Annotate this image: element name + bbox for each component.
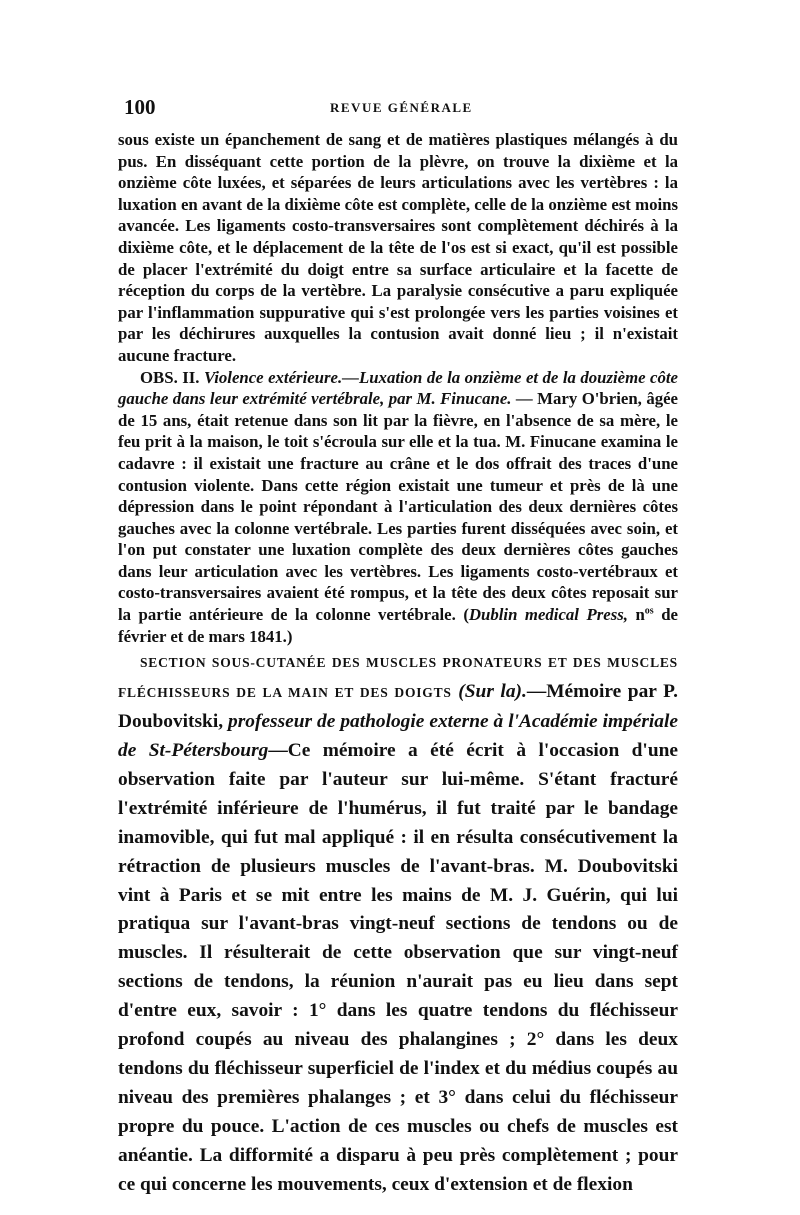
source-citation: Dublin medical Press,: [468, 605, 628, 625]
page-header: [118, 95, 678, 119]
author-role: professeur de pathologie externe à l'Académie impériale de St-Pétersbourg: [118, 711, 678, 761]
running-head: REVUE GÉNÉRALE: [330, 100, 473, 115]
observation-title: Violence extérieure.—Luxation de la onzième et de la douzième côte gauche dans leur extrémité vertébrale, par M. Finucane.: [118, 367, 678, 409]
paragraph-case-report: sous existe un épanchement de sang et de matières plastiques mélangés à du pus. En disséquant cette portion de la plèvre, on trouve la dixième et la onzième côte luxées, et séparées de leurs articulations avec les vertèbres : la luxation en avant de la dixième côte est complète, celle de la onzième est moins avancée. Les ligaments costo-transversaires sont complètement déchirés à la dixième côte, et le déplacement de la tête de l'os est si exact, qu'il est possible de placer l'extrémité du doigt entre sa surface articulaire et la facette de réception du corps de la vertèbre. La paralysie consécutive a paru expliquée par l'inflammation suppurative qui s'est prolongée vers les parties voisines et par les déchirures auxquelles la contusion avait donné lieu ; il n'existait aucune fracture.: [118, 130, 678, 365]
observation-body: — Mary O'brien, âgée de 15 ans, était retenue dans son lit par la fièvre, en l'absence de sa mère, le feu prit à la maison, le toit s'écroula sur elle et la tua. M. Finucane examina le cadavre : il existait une fracture au crâne et le dos offrait des traces d'une contusion violente. Dans cette région existait une tumeur et près de là une dépression dans le point répondant à l'articulation des deux dernières côtes gauches avec la colonne vertébrale. Les parties furent disséquées avec soin, et l'on put constater une luxation complète des deux dernières côtes gauches dans leur articulation avec les vertèbres. Les ligaments costo-vertébraux et costo-transversaires avaient été rompus, et la tête des deux côtes reposait sur la partie antérieure de la colonne vertébrale. (: [118, 389, 678, 625]
section-memoire-author: —Mémoire par P. Doubovitski,: [118, 681, 678, 733]
observation-label: OBS. II.: [140, 367, 200, 387]
section-heading: SECTION SOUS-CUTANÉE DES MUSCLES PRONATEURS ET DES MUSCLES FLÉCHISSEURS DE LA MAIN ET DES DOIGTS: [118, 655, 678, 701]
citation-date: de février et de mars 1841.): [118, 605, 678, 646]
section-paragraph: [118, 648, 678, 1199]
observation-paragraph: [118, 367, 678, 648]
page-number: 100: [124, 95, 156, 119]
numbers-abbrev-sup: os: [644, 605, 654, 617]
numbers-abbrev: n: [627, 605, 645, 625]
section-body: —Ce mémoire a été écrit à l'occasion d'une observation faite par l'auteur sur lui-même. S'étant fracturé l'extrémité inférieure de l'humérus, il fut traité par le bandage inamovible, qui fut mal appliqué : il en résulta consécutivement la rétraction de plusieurs muscles de l'avant-bras. M. Doubovitski vint à Paris et se mit entre les mains de M. J. Guérin, qui lui pratiqua sur l'avant-bras vingt-neuf sections de tendons ou de muscles. Il résulterait de cette observation que sur vingt-neuf sections de tendons, la réunion n'aurait pas eu lieu dans sept d'entre eux, savoir : 1° dans les quatre tendons du fléchisseur profond coupés au niveau des phalangines ; 2° dans les deux tendons du fléchisseur superficiel de l'index et du médius coupés au niveau des premières phalanges ; et 3° dans celui du fléchisseur propre du pouce. L'action de ces muscles ou chefs de muscles est anéantie. La difformité a disparu à peu près complètement ; pour ce qui concerne les mouvements, ceux d'extension et de flexion: [118, 739, 678, 1195]
section-heading-sur: (Sur la).: [458, 681, 527, 703]
document-page: [118, 95, 678, 1199]
